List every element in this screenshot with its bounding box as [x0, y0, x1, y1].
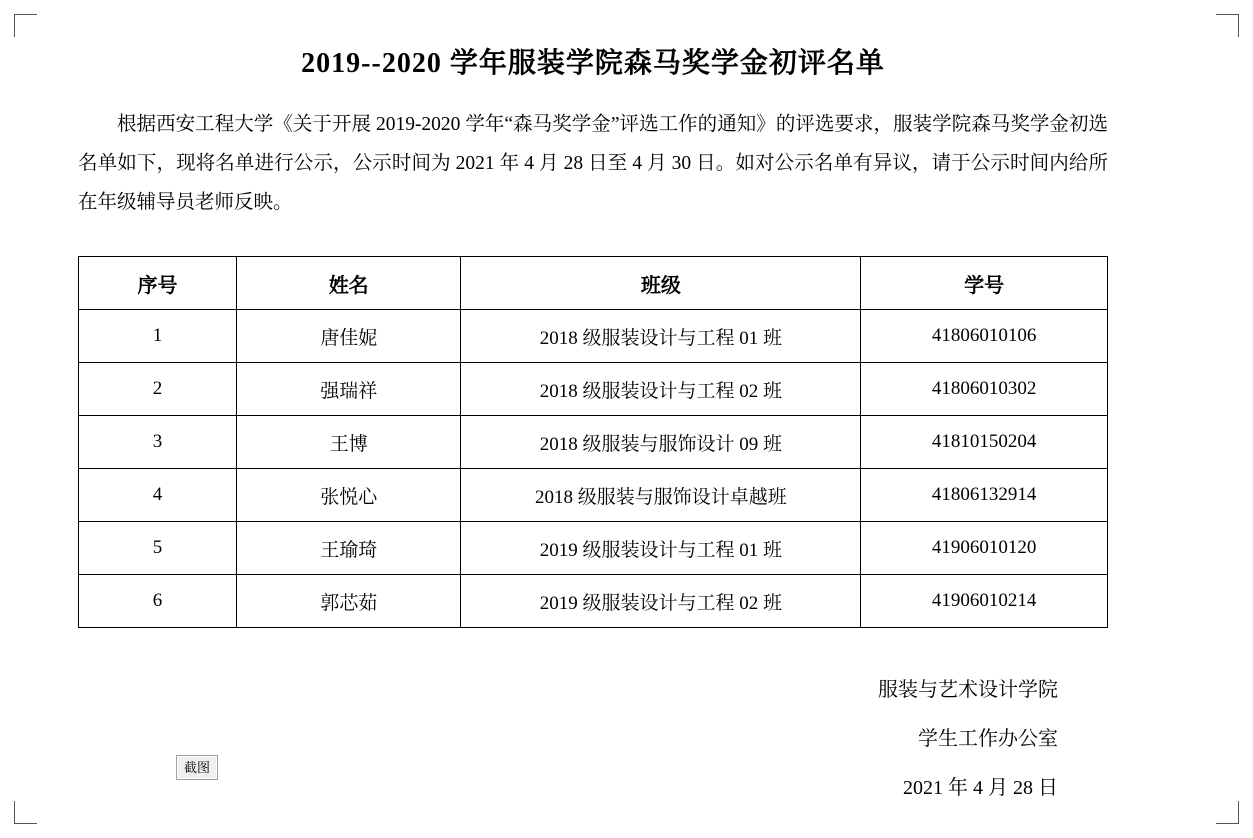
crop-mark-top-left — [14, 14, 37, 37]
cell-name: 王瑜琦 — [236, 522, 461, 575]
cell-class: 2019 级服装设计与工程 01 班 — [461, 522, 861, 575]
cell-student-id: 41806010302 — [861, 363, 1108, 416]
cell-index: 5 — [79, 522, 237, 575]
crop-mark-bottom-right — [1216, 801, 1239, 824]
column-header-class: 班级 — [461, 257, 861, 310]
table-header-row — [79, 257, 1108, 310]
cell-class: 2018 级服装与服饰设计卓越班 — [461, 469, 861, 522]
cell-index: 6 — [79, 575, 237, 628]
cell-student-id: 41810150204 — [861, 416, 1108, 469]
cell-class: 2018 级服装与服饰设计 09 班 — [461, 416, 861, 469]
cell-name: 强瑞祥 — [236, 363, 461, 416]
table-row — [79, 363, 1108, 416]
cell-name: 王博 — [236, 416, 461, 469]
cell-index: 2 — [79, 363, 237, 416]
cell-student-id: 41806010106 — [861, 310, 1108, 363]
body-paragraph: 根据西安工程大学《关于开展 2019-2020 学年“森马奖学金”评选工作的通知》的评选要求，服装学院森马奖学金初选名单如下，现将名单进行公示，公示时间为 2021 年 4 月 28 日至 4 月 30 日。如对公示名单有异议，请于公示时间内给所在年级辅导员老师反映。 — [78, 114, 1108, 214]
table-row — [79, 310, 1108, 363]
cell-index: 4 — [79, 469, 237, 522]
cell-student-id: 41806132914 — [861, 469, 1108, 522]
signature-department: 服装与艺术设计学院 — [878, 679, 1058, 702]
signature-block — [78, 666, 1108, 813]
screenshot-button[interactable]: 截图 — [176, 755, 218, 780]
cell-student-id: 41906010120 — [861, 522, 1108, 575]
table-row — [79, 469, 1108, 522]
column-header-index: 序号 — [79, 257, 237, 310]
cell-student-id: 41906010214 — [861, 575, 1108, 628]
document-content — [78, 44, 1108, 813]
cell-class: 2019 级服装设计与工程 02 班 — [461, 575, 861, 628]
column-header-name: 姓名 — [236, 257, 461, 310]
cell-name: 张悦心 — [236, 469, 461, 522]
table-row — [79, 575, 1108, 628]
column-header-student-id: 学号 — [861, 257, 1108, 310]
cell-index: 3 — [79, 416, 237, 469]
crop-mark-bottom-left — [14, 801, 37, 824]
cell-name: 郭芯茹 — [236, 575, 461, 628]
signature-date: 2021 年 4 月 28 日 — [903, 777, 1058, 800]
table-row — [79, 522, 1108, 575]
cell-name: 唐佳妮 — [236, 310, 461, 363]
cell-index: 1 — [79, 310, 237, 363]
cell-class: 2018 级服装设计与工程 02 班 — [461, 363, 861, 416]
page-title: 2019--2020 学年服装学院森马奖学金初评名单 — [301, 48, 885, 79]
signature-office: 学生工作办公室 — [918, 728, 1058, 751]
cell-class: 2018 级服装设计与工程 01 班 — [461, 310, 861, 363]
table-row — [79, 416, 1108, 469]
crop-mark-top-right — [1216, 14, 1239, 37]
scholarship-list-table — [78, 256, 1108, 628]
